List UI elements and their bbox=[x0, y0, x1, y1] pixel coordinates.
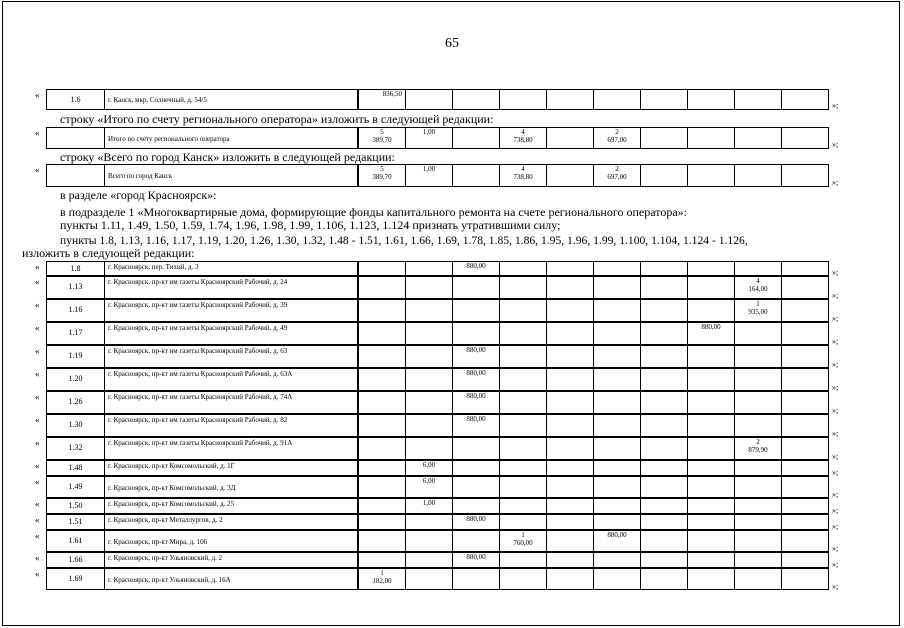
paragraph-amended-cont: изложить в следующей редакции: bbox=[22, 246, 195, 260]
row-address: г. Красноярск, пр-кт им газеты Красноярский Рабочий, д. 82 bbox=[104, 414, 358, 437]
cell-value bbox=[452, 476, 500, 498]
cell-value bbox=[405, 530, 453, 552]
cell-value bbox=[546, 552, 594, 568]
row-address: г. Красноярск, пр-кт Металлургов, д. 2 bbox=[104, 514, 358, 530]
quote-close: »; bbox=[832, 522, 839, 531]
cell-value bbox=[358, 391, 406, 414]
cell-value bbox=[640, 514, 688, 530]
paragraph-repealed: пункты 1.11, 1.49, 1.50, 1.59, 1.74, 1.96, 1.98, 1.99, 1.106, 1.123, 1.124 признать утратившими силу; bbox=[60, 218, 561, 232]
cell-value bbox=[593, 299, 641, 322]
quote-close: »; bbox=[832, 360, 839, 369]
cell-value bbox=[781, 498, 829, 514]
cell-value bbox=[546, 368, 594, 391]
cell-value bbox=[358, 437, 406, 460]
cell-value bbox=[358, 414, 406, 437]
cell-value: 2 697,00 bbox=[593, 164, 641, 187]
quote-close: »; bbox=[832, 582, 839, 591]
cell-value bbox=[358, 552, 406, 568]
row-num: 1.49 bbox=[46, 476, 105, 498]
cell-value bbox=[405, 552, 453, 568]
line-kansk: строку «Всего по город Канск» изложить в следующей редакции: bbox=[60, 150, 395, 164]
cell-value bbox=[734, 368, 782, 391]
row-num: 1.19 bbox=[46, 345, 105, 368]
cell-value: 880,00 bbox=[452, 345, 500, 368]
quote-open: « bbox=[35, 369, 40, 379]
cell-value bbox=[640, 530, 688, 552]
cell-value: 4 738,80 bbox=[499, 127, 547, 149]
cell-value bbox=[452, 299, 500, 322]
cell-value bbox=[640, 460, 688, 476]
cell-value bbox=[687, 127, 735, 149]
cell-value bbox=[734, 322, 782, 345]
quote-close: »; bbox=[832, 560, 839, 569]
cell-value bbox=[405, 261, 453, 276]
cell-value bbox=[405, 391, 453, 414]
cell-value bbox=[593, 514, 641, 530]
cell-value bbox=[358, 530, 406, 552]
paragraph-amended: пункты 1.8, 1.13, 1.16, 1.17, 1.19, 1.20, 1.26, 1.30, 1.32, 1.48 - 1.51, 1.61, 1.66, 1.69, 1.78, 1.85, 1.86, 1.95, 1.96, 1.99, 1.100, 1.104, 1.124 - 1.126, bbox=[60, 234, 748, 247]
cell-value: 1,00 bbox=[405, 498, 453, 514]
cell-value bbox=[781, 345, 829, 368]
quote-open: « bbox=[35, 515, 40, 525]
cell-value: 880,00 bbox=[452, 414, 500, 437]
cell-value bbox=[405, 345, 453, 368]
cell-value bbox=[405, 414, 453, 437]
cell-value bbox=[452, 89, 500, 110]
cell-value bbox=[687, 345, 735, 368]
row-address: г. Красноярск, пр-кт им газеты Красноярский Рабочий, д. 63А bbox=[104, 368, 358, 391]
cell-value bbox=[640, 568, 688, 590]
quote-close: »; bbox=[832, 178, 839, 187]
cell-value bbox=[593, 391, 641, 414]
cell-value bbox=[546, 414, 594, 437]
quote-close: »; bbox=[832, 140, 839, 149]
quote-open: « bbox=[35, 323, 40, 333]
cell-value bbox=[546, 89, 594, 110]
cell-value bbox=[640, 498, 688, 514]
cell-value bbox=[734, 414, 782, 437]
cell-value bbox=[499, 437, 547, 460]
cell-value bbox=[358, 322, 406, 345]
cell-value bbox=[687, 514, 735, 530]
cell-value bbox=[640, 345, 688, 368]
cell-value bbox=[781, 322, 829, 345]
cell-value bbox=[452, 530, 500, 552]
row-num: 1.50 bbox=[46, 498, 105, 514]
quote-close: »; bbox=[832, 291, 839, 300]
cell-value bbox=[546, 514, 594, 530]
cell-value bbox=[499, 460, 547, 476]
cell-value bbox=[358, 514, 406, 530]
cell-value: 880,00 bbox=[687, 322, 735, 345]
cell-value bbox=[734, 568, 782, 590]
cell-value bbox=[499, 552, 547, 568]
cell-value bbox=[405, 322, 453, 345]
cell-value bbox=[781, 299, 829, 322]
cell-value: 5 389,70 bbox=[358, 127, 406, 149]
quote-close: »; bbox=[832, 314, 839, 323]
cell-value bbox=[640, 391, 688, 414]
quote-close: »; bbox=[832, 429, 839, 438]
cell-value bbox=[640, 261, 688, 276]
cell-value bbox=[734, 530, 782, 552]
cell-value bbox=[781, 514, 829, 530]
cell-value bbox=[499, 391, 547, 414]
quote-close: »; bbox=[832, 452, 839, 461]
row-address: г. Канск, мкр. Солнечный, д. 54/5 bbox=[104, 89, 358, 110]
row-address: г. Красноярск, пр-кт им газеты Красноярский Рабочий, д. 24 bbox=[104, 276, 358, 299]
row-address: Итого по счету регионального оператора bbox=[104, 127, 358, 149]
cell-value bbox=[687, 476, 735, 498]
cell-value bbox=[687, 460, 735, 476]
row-num: 1.26 bbox=[46, 391, 105, 414]
cell-value bbox=[781, 164, 829, 187]
cell-value: 1 935,00 bbox=[734, 299, 782, 322]
cell-value: 1,00 bbox=[405, 127, 453, 149]
quote-open: « bbox=[35, 499, 40, 509]
cell-value bbox=[781, 460, 829, 476]
quote-close: »; bbox=[832, 544, 839, 553]
cell-value bbox=[499, 276, 547, 299]
row-address: г. Красноярск, пр-кт им газеты Красноярский Рабочий, д. 91А bbox=[104, 437, 358, 460]
cell-value bbox=[734, 514, 782, 530]
cell-value bbox=[452, 498, 500, 514]
cell-value bbox=[452, 164, 500, 187]
quote-open: « bbox=[35, 415, 40, 425]
quote-open: « bbox=[35, 438, 40, 448]
cell-value bbox=[452, 568, 500, 590]
cell-value bbox=[781, 261, 829, 276]
row-num bbox=[46, 164, 105, 187]
cell-value bbox=[734, 345, 782, 368]
cell-value bbox=[358, 261, 406, 276]
cell-value bbox=[593, 552, 641, 568]
row-address: г. Красноярск, пр-кт им газеты Красноярский Рабочий, д. 39 bbox=[104, 299, 358, 322]
row-num: 1.16 bbox=[46, 299, 105, 322]
quote-open: « bbox=[35, 277, 40, 287]
cell-value: 880,00 bbox=[452, 391, 500, 414]
row-address: г. Красноярск, пр-кт Комсомольский, д. 1Г bbox=[104, 460, 358, 476]
cell-value bbox=[640, 299, 688, 322]
row-num: 1.61 bbox=[46, 530, 105, 552]
cell-value bbox=[358, 498, 406, 514]
quote-close: »; bbox=[832, 406, 839, 415]
cell-value bbox=[593, 261, 641, 276]
cell-value bbox=[452, 276, 500, 299]
quote-open: « bbox=[35, 90, 40, 100]
cell-value bbox=[546, 476, 594, 498]
quote-close: »; bbox=[832, 490, 839, 499]
row-address: г. Красноярск, пр-кт им газеты Красноярский Рабочий, д. 74А bbox=[104, 391, 358, 414]
row-address: Всего по город Канск bbox=[104, 164, 358, 187]
quote-open: « bbox=[35, 553, 40, 563]
cell-value bbox=[687, 391, 735, 414]
paragraph-subsection: в подразделе 1 «Многоквартирные дома, формирующие фонды капитального ремонта на счете регионального оператора»: bbox=[60, 205, 687, 219]
quote-open: « bbox=[35, 392, 40, 402]
cell-value bbox=[358, 368, 406, 391]
cell-value bbox=[781, 127, 829, 149]
cell-value bbox=[640, 164, 688, 187]
cell-value bbox=[640, 552, 688, 568]
cell-value bbox=[499, 322, 547, 345]
row-address: г. Красноярск, пр-кт им газеты Красноярский Рабочий, д. 49 bbox=[104, 322, 358, 345]
cell-value bbox=[546, 261, 594, 276]
row-num: 1.6 bbox=[46, 89, 105, 110]
quote-open: « bbox=[35, 262, 40, 272]
row-num: 1.17 bbox=[46, 322, 105, 345]
quote-close: »; bbox=[832, 101, 839, 110]
cell-value bbox=[781, 368, 829, 391]
cell-value: 880,00 bbox=[452, 514, 500, 530]
cell-value bbox=[593, 414, 641, 437]
cell-value: 4 164,00 bbox=[734, 276, 782, 299]
cell-value bbox=[640, 127, 688, 149]
cell-value bbox=[499, 345, 547, 368]
cell-value bbox=[640, 368, 688, 391]
cell-value bbox=[687, 552, 735, 568]
cell-value bbox=[546, 345, 594, 368]
cell-value bbox=[687, 498, 735, 514]
cell-value bbox=[781, 476, 829, 498]
row-num: 1.66 bbox=[46, 552, 105, 568]
cell-value bbox=[546, 276, 594, 299]
cell-value: 880,00 bbox=[452, 368, 500, 391]
quote-close: »; bbox=[832, 506, 839, 515]
cell-value bbox=[546, 127, 594, 149]
cell-value: 6,00 bbox=[405, 476, 453, 498]
cell-value bbox=[593, 368, 641, 391]
cell-value bbox=[452, 127, 500, 149]
cell-value bbox=[546, 299, 594, 322]
cell-value bbox=[687, 368, 735, 391]
cell-value: 880,00 bbox=[452, 552, 500, 568]
cell-value bbox=[358, 460, 406, 476]
cell-value bbox=[499, 414, 547, 437]
quote-close: »; bbox=[832, 337, 839, 346]
cell-value bbox=[546, 568, 594, 590]
row-num bbox=[46, 127, 105, 149]
cell-value bbox=[687, 299, 735, 322]
cell-value bbox=[781, 437, 829, 460]
cell-value: 836,50 bbox=[358, 89, 406, 110]
cell-value bbox=[405, 89, 453, 110]
cell-value: 2 879,90 bbox=[734, 437, 782, 460]
row-num: 1.51 bbox=[46, 514, 105, 530]
row-address: г. Красноярск, пр-кт Ульяновский, д. 16А bbox=[104, 568, 358, 590]
cell-value bbox=[546, 391, 594, 414]
cell-value bbox=[546, 437, 594, 460]
cell-value bbox=[734, 127, 782, 149]
cell-value bbox=[687, 530, 735, 552]
cell-value: 6,00 bbox=[405, 460, 453, 476]
quote-open: « bbox=[35, 346, 40, 356]
paragraph-section: в разделе «город Красноярск»: bbox=[60, 188, 217, 202]
cell-value bbox=[593, 460, 641, 476]
cell-value bbox=[358, 345, 406, 368]
cell-value bbox=[687, 276, 735, 299]
cell-value bbox=[546, 460, 594, 476]
cell-value bbox=[640, 437, 688, 460]
cell-value bbox=[405, 368, 453, 391]
quote-open: « bbox=[35, 461, 40, 471]
row-num: 1.69 bbox=[46, 568, 105, 590]
quote-open: « bbox=[35, 165, 40, 175]
cell-value bbox=[687, 437, 735, 460]
cell-value bbox=[546, 164, 594, 187]
cell-value bbox=[781, 568, 829, 590]
cell-value bbox=[781, 414, 829, 437]
cell-value bbox=[687, 568, 735, 590]
cell-value bbox=[734, 552, 782, 568]
cell-value bbox=[781, 552, 829, 568]
cell-value bbox=[452, 437, 500, 460]
cell-value bbox=[358, 299, 406, 322]
quote-close: »; bbox=[832, 468, 839, 477]
quote-close: »; bbox=[832, 268, 839, 277]
row-address: г. Красноярск, пр-кт Комсомольский, д. 3Д bbox=[104, 476, 358, 498]
row-num: 1.8 bbox=[46, 261, 105, 276]
cell-value bbox=[687, 414, 735, 437]
cell-value bbox=[499, 261, 547, 276]
row-address: г. Красноярск, пер. Тихий, д. 3 bbox=[104, 261, 358, 276]
cell-value bbox=[405, 437, 453, 460]
quote-open: « bbox=[35, 300, 40, 310]
cell-value bbox=[593, 322, 641, 345]
cell-value bbox=[687, 261, 735, 276]
cell-value bbox=[358, 476, 406, 498]
cell-value bbox=[781, 391, 829, 414]
cell-value bbox=[734, 391, 782, 414]
quote-close: »; bbox=[832, 383, 839, 392]
cell-value bbox=[546, 530, 594, 552]
row-address: г. Красноярск, пр-кт им газеты Красноярский Рабочий, д. 63 bbox=[104, 345, 358, 368]
cell-value bbox=[358, 276, 406, 299]
cell-value bbox=[499, 514, 547, 530]
cell-value: 4 738,80 bbox=[499, 164, 547, 187]
cell-value bbox=[781, 276, 829, 299]
cell-value bbox=[499, 568, 547, 590]
quote-open: « bbox=[35, 128, 40, 138]
cell-value bbox=[640, 322, 688, 345]
cell-value: 880,00 bbox=[452, 261, 500, 276]
row-address: г. Красноярск, пр-кт Комсомольский, д. 25 bbox=[104, 498, 358, 514]
cell-value bbox=[734, 89, 782, 110]
row-num: 1.30 bbox=[46, 414, 105, 437]
cell-value bbox=[452, 322, 500, 345]
cell-value bbox=[640, 476, 688, 498]
cell-value bbox=[499, 476, 547, 498]
cell-value bbox=[405, 514, 453, 530]
cell-value: 1 760,00 bbox=[499, 530, 547, 552]
cell-value: 1,00 bbox=[405, 164, 453, 187]
cell-value bbox=[405, 568, 453, 590]
cell-value bbox=[546, 322, 594, 345]
cell-value bbox=[593, 476, 641, 498]
cell-value bbox=[405, 276, 453, 299]
cell-value bbox=[593, 345, 641, 368]
cell-value bbox=[593, 568, 641, 590]
cell-value bbox=[593, 89, 641, 110]
cell-value bbox=[593, 276, 641, 299]
cell-value bbox=[640, 276, 688, 299]
quote-open: « bbox=[35, 531, 40, 541]
row-address: г. Красноярск, пр-кт Мира, д. 106 bbox=[104, 530, 358, 552]
row-num: 1.13 bbox=[46, 276, 105, 299]
page-number: 65 bbox=[445, 36, 459, 51]
cell-value bbox=[452, 460, 500, 476]
cell-value bbox=[405, 299, 453, 322]
cell-value bbox=[781, 530, 829, 552]
cell-value bbox=[687, 89, 735, 110]
quote-open: « bbox=[35, 569, 40, 579]
cell-value bbox=[499, 299, 547, 322]
cell-value bbox=[546, 498, 594, 514]
cell-value bbox=[687, 164, 735, 187]
cell-value bbox=[734, 164, 782, 187]
cell-value bbox=[734, 498, 782, 514]
cell-value bbox=[499, 498, 547, 514]
quote-open: « bbox=[35, 477, 40, 487]
cell-value: 2 697,00 bbox=[593, 127, 641, 149]
row-num: 1.48 bbox=[46, 460, 105, 476]
row-address: г. Красноярск, пр-кт Ульяновский, д. 2 bbox=[104, 552, 358, 568]
row-num: 1.32 bbox=[46, 437, 105, 460]
cell-value bbox=[734, 476, 782, 498]
cell-value: 1 182,00 bbox=[358, 568, 406, 590]
cell-value: 880,00 bbox=[593, 530, 641, 552]
line-operator: строку «Итого по счету регионального оператора» изложить в следующей редакции: bbox=[60, 112, 494, 126]
cell-value bbox=[593, 437, 641, 460]
cell-value bbox=[593, 498, 641, 514]
cell-value bbox=[640, 89, 688, 110]
cell-value: 5 389,70 bbox=[358, 164, 406, 187]
cell-value bbox=[734, 261, 782, 276]
row-num: 1.20 bbox=[46, 368, 105, 391]
cell-value bbox=[781, 89, 829, 110]
cell-value bbox=[499, 368, 547, 391]
cell-value bbox=[734, 460, 782, 476]
cell-value bbox=[640, 414, 688, 437]
cell-value bbox=[499, 89, 547, 110]
